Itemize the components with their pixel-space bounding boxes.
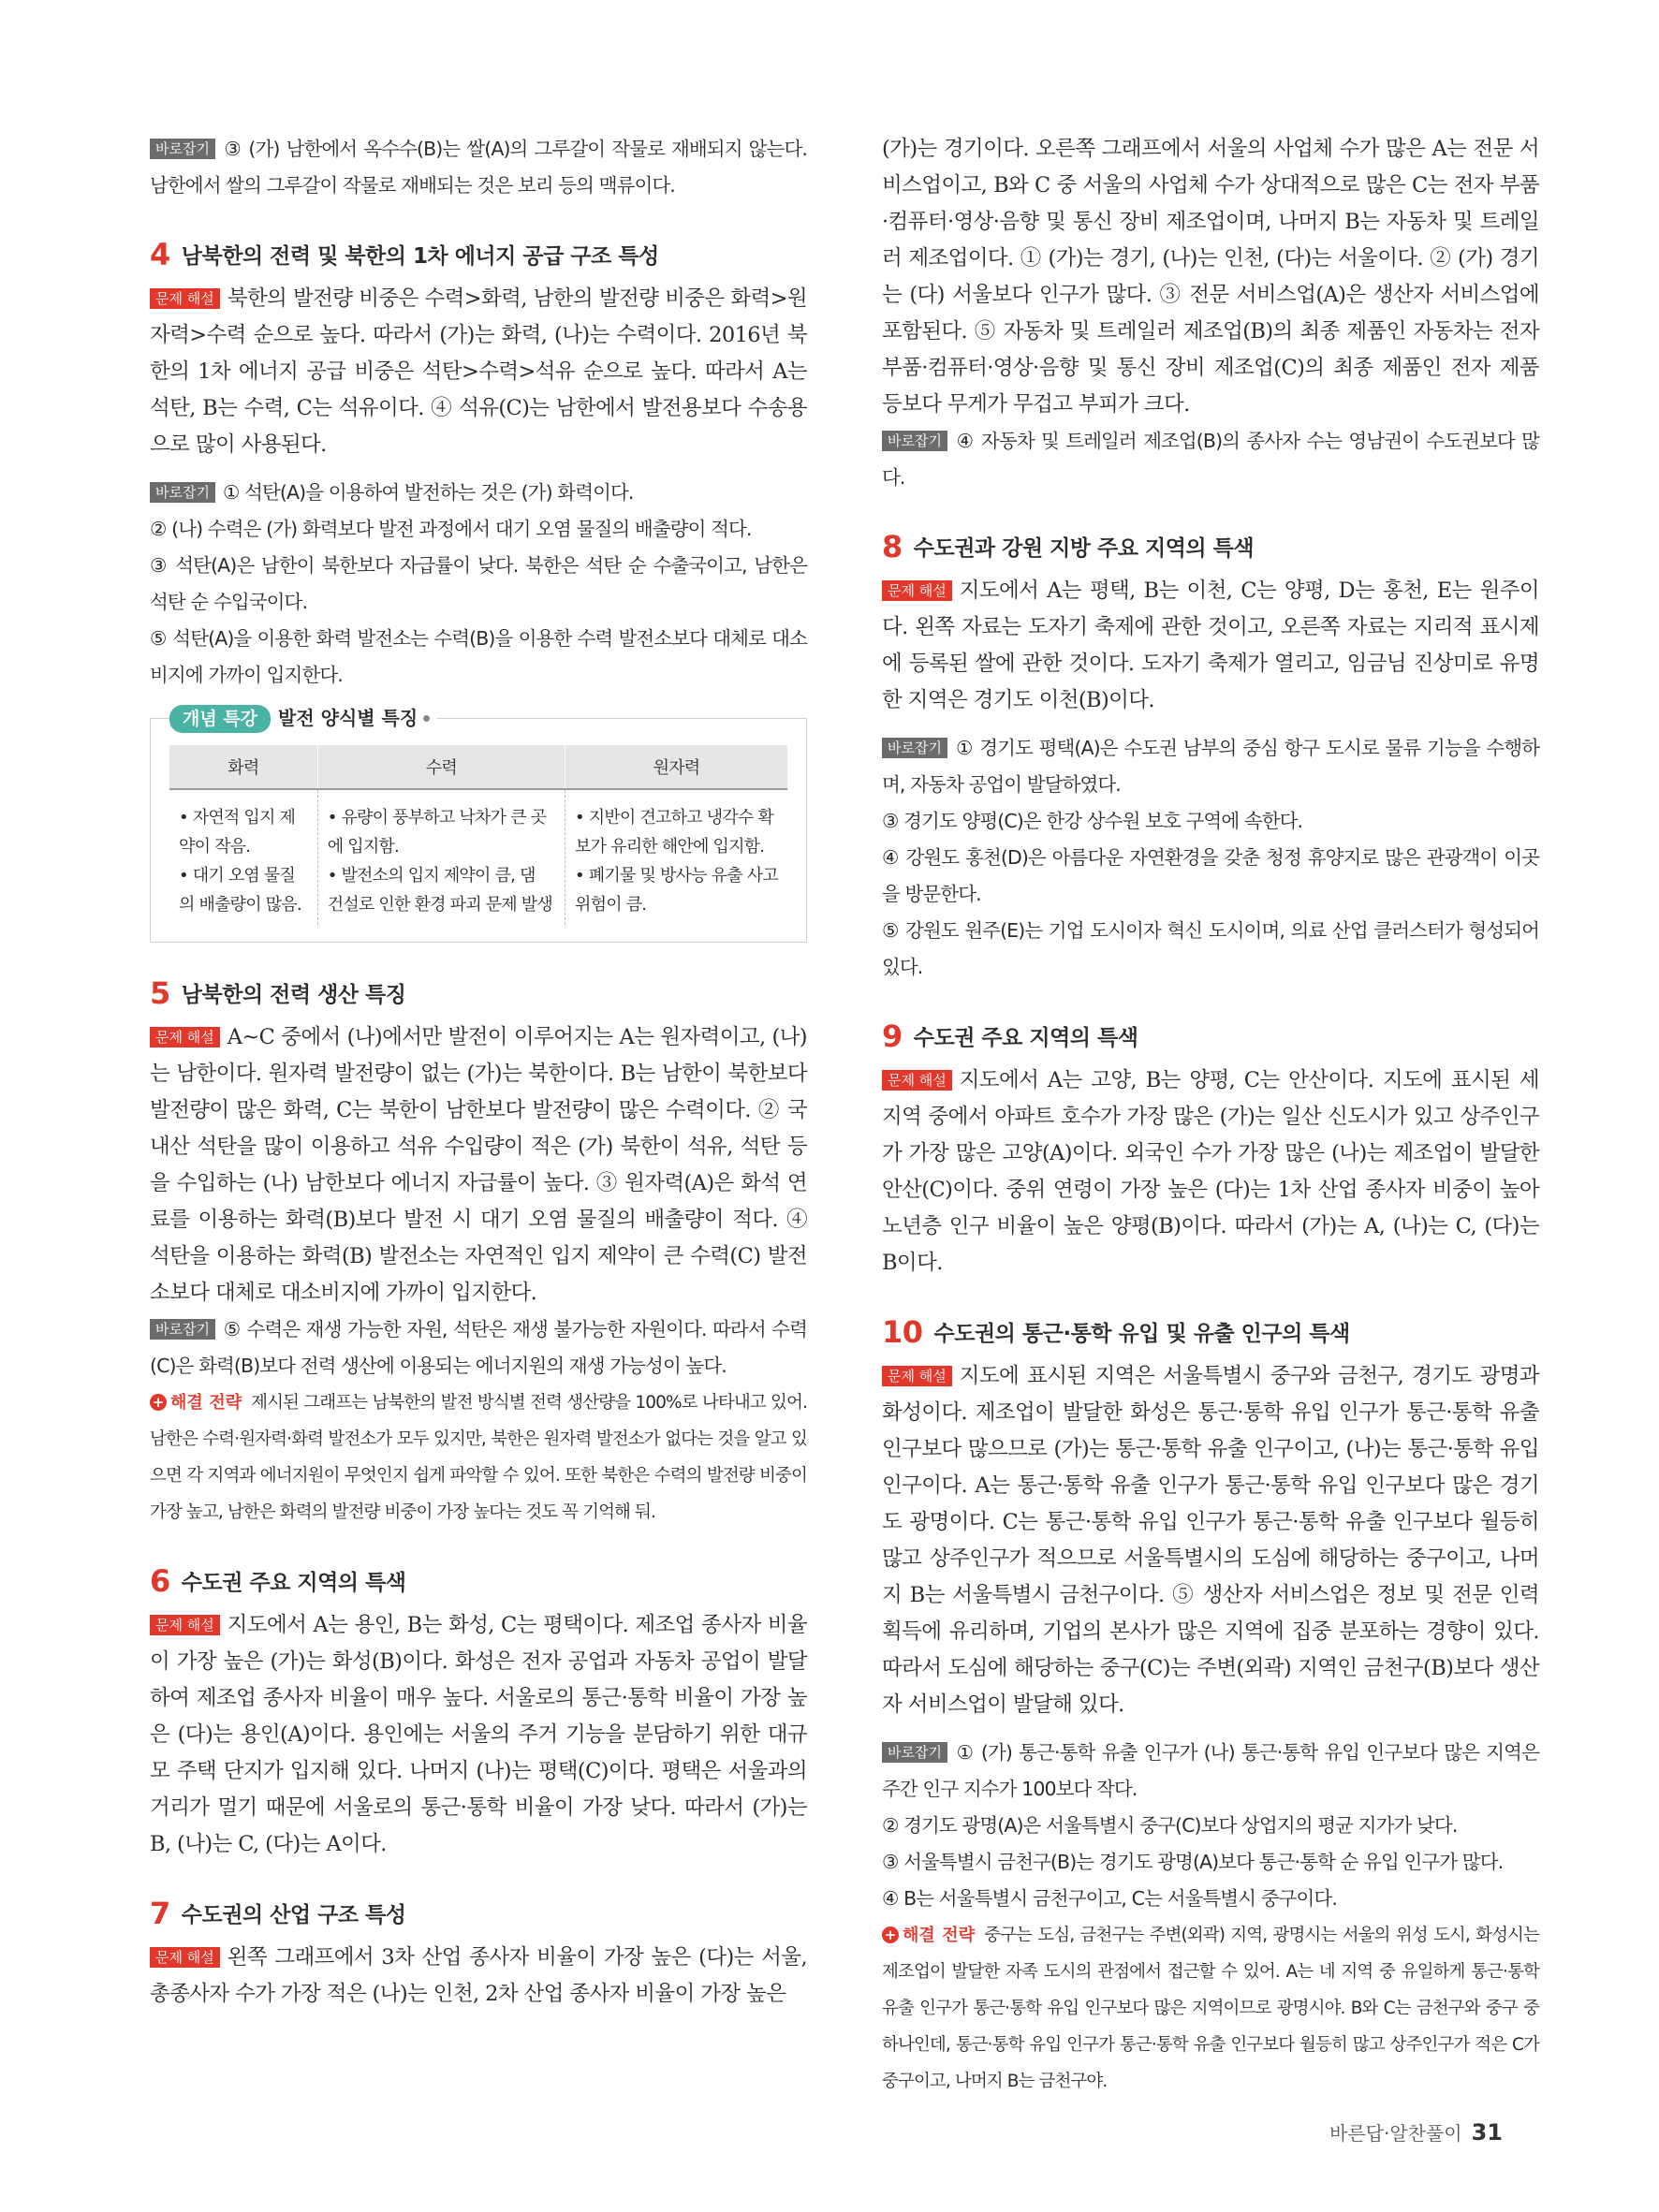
plus-icon: + xyxy=(882,1926,899,1943)
section-heading-5: 5 남북한의 전력 생산 특징 xyxy=(150,975,406,1011)
section-heading-4: 4 남북한의 전력 및 북한의 1차 에너지 공급 구조 특성 xyxy=(150,237,659,272)
strategy-paragraph: + 해결 전략 중구는 도심, 금천구는 주변(외곽) 지역, 광명시는 서울의 위성 도시, 화성시는 제조업이 발달한 자족 도시의 관점에서 접근할 수 있어. A는 네 지역 중 유일하게 통근·통학 유출 인구가 통근·통학 유입 인구보다 많은 지역이므로 광명시야. B와 C는 금천구와 중구 중 하나인데, 통근·통학 유입 인구가 통근·통학 유출 인구보다 월등히 많고 상주인구가 적은 C가 중구이고, 나머지 B는 금천구야. xyxy=(882,1926,1539,2091)
section-heading-6: 6 수도권 주요 지역의 특색 xyxy=(150,1563,406,1599)
table-cell: • 지반이 견고하고 냉각수 확보가 유리한 해안에 입지함. • 폐기물 및 방사능 유출 사고 위험이 큼. xyxy=(565,789,787,925)
table-header: 수력 xyxy=(317,745,565,789)
right-column xyxy=(882,131,1539,2100)
explanation-continued: (가)는 경기이다. 오른쪽 그래프에서 서울의 사업체 수가 많은 A는 전문 서비스업이고, B와 C 중 서울의 사업체 수가 상대적으로 많은 C는 전자 부품·컴퓨터·영상·음향 및 통신 장비 제조업이며, 나머지 B는 자동차 및 트레일러 제조업이다. ① (가)는 경기, (나)는 인천, (다)는 서울이다. ② (가) 경기는 (다) 서울보다 인구가 많다. ③ 전문 서비스업(A)은 생산자 서비스업에 포함된다. ⑤ 자동차 및 트레일러 제조업(B)의 최종 제품인 자동차는 전자 부품·컴퓨터·영상·음향 및 통신 장비 제조업(C)의 최종 제품인 전자 제품 등보다 무게가 무겁고 부피가 크다. xyxy=(882,137,1539,417)
correction-tag: 바로잡기 xyxy=(150,139,215,159)
correction-paragraph: 바로잡기 ① (가) 통근·통학 유출 인구가 (나) 통근·통학 유입 인구보다 많은 지역은 주간 인구 지수가 100보다 작다. xyxy=(882,1741,1539,1800)
explain-tag: 문제 해설 xyxy=(150,288,220,309)
explanation-paragraph: 문제 해설 지도에서 A는 평택, B는 이천, C는 양평, D는 홍천, E는 원주이다. 왼쪽 자료는 도자기 축제에 관한 것이고, 오른쪽 자료는 지리적 표시제에 등록된 쌀에 관한 것이다. 도자기 축제가 열리고, 임금님 진상미로 유명한 지역은 경기도 이천(B)이다. xyxy=(882,579,1539,712)
correction-tag: 바로잡기 xyxy=(150,482,215,503)
correction-line: ⑤ 강원도 원주(E)는 기업 도시이자 혁신 도시이며, 의료 산업 클러스터가 형성되어 있다. xyxy=(882,919,1539,978)
strategy-label: + 해결 전략 xyxy=(882,1926,975,1945)
concept-box xyxy=(150,707,807,943)
correction-paragraph: 바로잡기 ① 석탄(A)을 이용하여 발전하는 것은 (가) 화력이다. xyxy=(150,475,807,511)
explanation-paragraph: 문제 해설 A~C 중에서 (나)에서만 발전이 이루어지는 A는 원자력이고, (나)는 남한이다. 원자력 발전량이 없는 (가)는 북한이다. B는 남한이 북한보다 발전량이 많은 화력, C는 북한이 남한보다 발전량이 많은 수력이다. ② 국내산 석탄을 많이 이용하고 석유 수입량이 적은 (가) 북한이 석유, 석탄 등을 수입하는 (나) 남한보다 에너지 자급률이 높다. ③ 원자력(A)은 화석 연료를 이용하는 화력(B)보다 발전 시 대기 오염 물질의 배출량이 적다. ④ 석탄을 이용하는 화력(B) 발전소는 자연적인 입지 제약이 큰 수력(C) 발전소보다 대체로 대소비지에 가까이 입지한다. xyxy=(150,1025,807,1305)
section-heading-9: 9 수도권 주요 지역의 특색 xyxy=(882,1018,1138,1054)
correction-line: ② 경기도 광명(A)은 서울특별시 중구(C)보다 상업지의 평균 지가가 낮다. xyxy=(882,1814,1458,1837)
table-header: 화력 xyxy=(169,745,317,789)
correction-line: ④ 강원도 홍천(D)은 아름다운 자연환경을 갖춘 청정 휴양지로 많은 관광객이 이곳을 방문한다. xyxy=(882,846,1539,905)
section-heading-8: 8 수도권과 강원 지방 주요 지역의 특색 xyxy=(882,529,1255,564)
correction-paragraph: 바로잡기 ⑤ 수력은 재생 가능한 자원, 석탄은 재생 불가능한 자원이다. 따라서 수력(C)은 화력(B)보다 전력 생산에 이용되는 에너지원의 재생 가능성이 높다. xyxy=(150,1318,807,1377)
table-cell: • 자연적 입지 제약이 작음. • 대기 오염 물질의 배출량이 많음. xyxy=(169,789,317,925)
explanation-paragraph: 문제 해설 지도에서 A는 고양, B는 양평, C는 안산이다. 지도에 표시된 세 지역 중에서 아파트 호수가 가장 많은 (가)는 일산 신도시가 있고 상주인구가 가장 많은 고양(A)이다. 외국인 수가 가장 많은 (나)는 제조업이 발달한 안산(C)이다. 중위 연령이 가장 높은 (다)는 1차 산업 종사자 비중이 높아 노년층 인구 비율이 높은 양평(B)이다. 따라서 (가)는 A, (나)는 C, (다)는 B이다. xyxy=(882,1068,1539,1275)
explanation-paragraph: 문제 해설 지도에 표시된 지역은 서울특별시 중구와 금천구, 경기도 광명과 화성이다. 제조업이 발달한 화성은 통근·통학 유입 인구가 통근·통학 유출 인구보다 많으므로 (가)는 통근·통학 유출 인구이고, (나)는 통근·통학 유입 인구이다. A는 통근·통학 유출 인구가 통근·통학 유입 인구보다 많은 경기도 광명이다. C는 통근·통학 유입 인구가 통근·통학 유출 인구보다 월등히 많고 상주인구가 적으므로 서울특별시의 도심에 해당하는 중구이고, 나머지 B는 서울특별시 금천구이다. ⑤ 생산자 서비스업은 정보 및 전문 인력 획득에 유리하며, 기업의 본사가 많은 지역에 집중 분포하는 경향이 있다. 따라서 도심에 해당하는 중구(C)는 주변(외곽) 지역인 금천구(B)보다 생산자 서비스업이 발달해 있다. xyxy=(882,1364,1539,1717)
power-type-table xyxy=(169,745,787,925)
correction-line: ③ 경기도 양평(C)은 한강 상수원 보호 구역에 속한다. xyxy=(882,810,1303,832)
correction-line: ③ 서울특별시 금천구(B)는 경기도 광명(A)보다 통근·통학 순 유입 인구가 많다. xyxy=(882,1851,1504,1873)
section-heading-7: 7 수도권의 산업 구조 특성 xyxy=(150,1896,406,1931)
concept-box-title: 개념 특강 발전 양식별 특징 xyxy=(169,704,437,733)
page-footer: 바른답·알찬풀이 31 xyxy=(1329,2119,1504,2146)
table-header: 원자력 xyxy=(565,745,787,789)
explanation-paragraph: 문제 해설 지도에서 A는 용인, B는 화성, C는 평택이다. 제조업 종사자 비율이 가장 높은 (가)는 화성(B)이다. 화성은 전자 공업과 자동차 공업이 발달하여 제조업 종사자 비율이 매우 높다. 서울로의 통근·통학 비율이 가장 높은 (다)는 용인(A)이다. 용인에는 서울의 주거 기능을 분담하기 위한 대규모 주택 단지가 입지해 있다. 나머지 (나)는 평택(C)이다. 평택은 서울과의 거리가 멀기 때문에 서울로의 통근·통학 비율이 가장 낮다. 따라서 (가)는 B, (나)는 C, (다)는 A이다. xyxy=(150,1613,807,1856)
left-column xyxy=(150,131,807,2013)
correction-line: ③ 석탄(A)은 남한이 북한보다 자급률이 낮다. 북한은 석탄 순 수출국이고, 남한은 석탄 순 수입국이다. xyxy=(150,554,807,613)
plus-icon: + xyxy=(150,1394,167,1411)
page-number: 31 xyxy=(1471,2119,1504,2146)
section-heading-10: 10 수도권의 통근·통학 유입 및 유출 인구의 특색 xyxy=(882,1314,1350,1350)
correction-line: ④ B는 서울특별시 금천구이고, C는 서울특별시 중구이다. xyxy=(882,1887,1337,1910)
explanation-paragraph: 문제 해설 왼쪽 그래프에서 3차 산업 종사자 비율이 가장 높은 (다)는 서울, 총종사자 수가 가장 적은 (나)는 인천, 2차 산업 종사자 비율이 가장 높은 xyxy=(150,1945,807,2006)
correction-paragraph: 바로잡기 ① 경기도 평택(A)은 수도권 남부의 중심 항구 도시로 물류 기능을 수행하며, 자동차 공업이 발달하였다. xyxy=(882,737,1539,796)
correction-line: ② (나) 수력은 (가) 화력보다 발전 과정에서 대기 오염 물질의 배출량이 적다. xyxy=(150,518,752,540)
correction-paragraph: 바로잡기 ③ (가) 남한에서 옥수수(B)는 쌀(A)의 그루갈이 작물로 재배되지 않는다. 남한에서 쌀의 그루갈이 작물로 재배되는 것은 보리 등의 맥류이다. xyxy=(150,138,807,197)
table-cell: • 유량이 풍부하고 낙차가 큰 곳에 입지함. • 발전소의 입지 제약이 큼, 댐 건설로 인한 환경 파괴 문제 발생 xyxy=(317,789,565,925)
strategy-paragraph: + 해결 전략 제시된 그래프는 남북한의 발전 방식별 전력 생산량을 100%로 나타내고 있어. 남한은 수력·원자력·화력 발전소가 모두 있지만, 북한은 원자력 발전소가 없다는 것을 알고 있으면 각 지역과 에너지원이 무엇인지 쉽게 파악할 수 있어. 또한 북한은 수력의 발전량 비중이 가장 높고, 남한은 화력의 발전량 비중이 가장 높다는 것도 꼭 기억해 둬. xyxy=(150,1393,807,1522)
correction-paragraph: 바로잡기 ④ 자동차 및 트레일러 제조업(B)의 종사자 수는 영남권이 수도권보다 많다. xyxy=(882,430,1539,489)
correction-line: ⑤ 석탄(A)을 이용한 화력 발전소는 수력(B)을 이용한 수력 발전소보다 대체로 대소비지에 가까이 입지한다. xyxy=(150,627,807,686)
explanation-paragraph: 문제 해설 북한의 발전량 비중은 수력>화력, 남한의 발전량 비중은 화력>원자력>수력 순으로 높다. 따라서 (가)는 화력, (나)는 수력이다. 2016년 북한의 1차 에너지 공급 비중은 석탄>수력>석유 순으로 높다. 따라서 A는 석탄, B는 수력, C는 석유이다. ④ 석유(C)는 남한에서 발전용보다 수송용으로 많이 사용된다. xyxy=(150,286,807,457)
strategy-label: + 해결 전략 xyxy=(150,1393,242,1413)
